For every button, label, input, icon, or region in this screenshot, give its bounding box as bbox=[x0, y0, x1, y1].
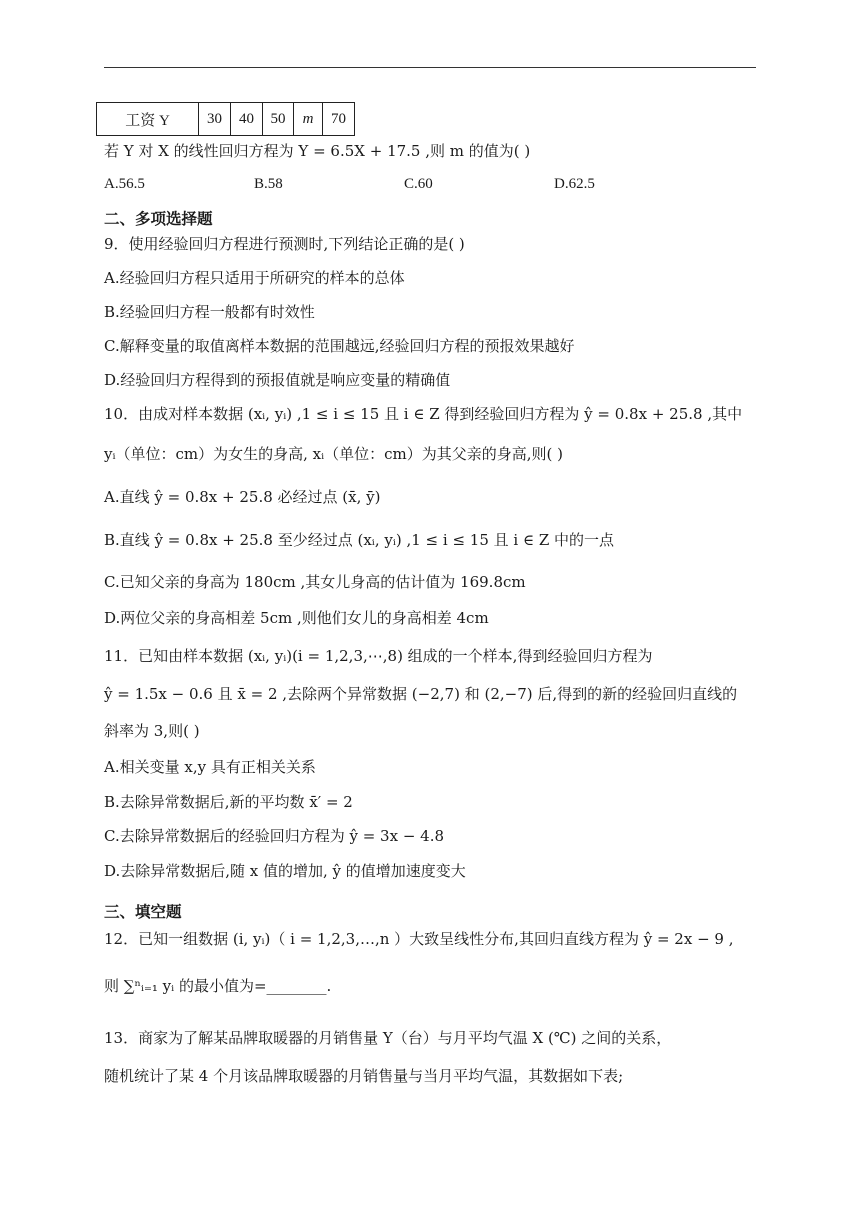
q12-stem-line1: 12．已知一组数据 (i, yᵢ)（ i = 1,2,3,…,n ）大致呈线性分布,其回归直线方程为 ŷ = 2x − 9 , bbox=[104, 930, 734, 948]
q8-option-a: A.56.5 bbox=[104, 176, 145, 192]
q11-stem-line3: 斜率为 3,则( ) bbox=[104, 722, 200, 740]
q9-stem: 9．使用经验回归方程进行预测时,下列结论正确的是( ) bbox=[104, 235, 465, 253]
q13-stem-line1: 13．商家为了解某品牌取暖器的月销售量 Y（台）与月平均气温 X (℃) 之间的关系， bbox=[104, 1029, 672, 1047]
q11-option-a: A.相关变量 x,y 具有正相关关系 bbox=[104, 758, 316, 776]
section-heading-multiple-choice: 二、多项选择题 bbox=[104, 210, 213, 228]
table-row bbox=[97, 103, 355, 136]
q10-option-a: A.直线 ŷ = 0.8x + 25.8 必经过点 (x̄, ȳ) bbox=[104, 488, 381, 506]
table-cell: 70 bbox=[323, 103, 355, 136]
q11-option-c: C.去除异常数据后的经验回归方程为 ŷ = 3x − 4.8 bbox=[104, 827, 445, 845]
q11-stem-line1: 11．已知由样本数据 (xᵢ, yᵢ)(i = 1,2,3,⋯,8) 组成的一个样本,得到经验回归方程为 bbox=[104, 647, 653, 665]
q13-stem-line2: 随机统计了某 4 个月该品牌取暖器的月销售量与当月平均气温，其数据如下表; bbox=[104, 1067, 624, 1085]
q12-stem-line2: 则 ∑ⁿᵢ₌₁ yᵢ 的最小值为=________. bbox=[104, 977, 332, 995]
q11-stem-line2: ŷ = 1.5x − 0.6 且 x̄ = 2 ,去除两个异常数据 (−2,7) 和 (2,−7) 后,得到的新的经验回归直线的 bbox=[104, 685, 738, 703]
table-cell: 40 bbox=[231, 103, 263, 136]
q10-option-d: D.两位父亲的身高相差 5cm ,则他们女儿的身高相差 4cm bbox=[104, 609, 489, 627]
table-header-cell: 工资 Y bbox=[97, 103, 199, 136]
q11-option-d: D.去除异常数据后,随 x 值的增加, ŷ 的值增加速度变大 bbox=[104, 862, 466, 880]
q8-stem: 若 Y 对 X 的线性回归方程为 Y = 6.5X + 17.5 ,则 m 的值为( ) bbox=[104, 142, 531, 160]
q10-stem-line2: yᵢ（单位：cm）为女生的身高, xᵢ（单位：cm）为其父亲的身高,则( ) bbox=[104, 445, 563, 463]
q9-option-b: B.经验回归方程一般都有时效性 bbox=[104, 303, 315, 321]
table-cell: 30 bbox=[199, 103, 231, 136]
q11-option-b: B.去除异常数据后,新的平均数 x̄′ = 2 bbox=[104, 793, 353, 811]
q8-option-d: D.62.5 bbox=[554, 176, 595, 192]
q10-option-c: C.已知父亲的身高为 180cm ,其女儿身高的估计值为 169.8cm bbox=[104, 573, 526, 591]
q8-option-b: B.58 bbox=[254, 176, 283, 192]
salary-table bbox=[96, 102, 355, 136]
header-rule bbox=[104, 67, 756, 68]
q10-stem-line1: 10．由成对样本数据 (xᵢ, yᵢ) ,1 ≤ i ≤ 15 且 i ∈ Z 得到经验回归方程为 ŷ = 0.8x + 25.8 ,其中 bbox=[104, 405, 743, 423]
q9-option-a: A.经验回归方程只适用于所研究的样本的总体 bbox=[104, 269, 405, 287]
q8-option-c: C.60 bbox=[404, 176, 433, 192]
table-cell: m bbox=[294, 103, 323, 136]
q9-option-d: D.经验回归方程得到的预报值就是响应变量的精确值 bbox=[104, 371, 451, 389]
section-heading-fill-in: 三、填空题 bbox=[104, 903, 182, 921]
table-cell: 50 bbox=[263, 103, 294, 136]
q10-option-b: B.直线 ŷ = 0.8x + 25.8 至少经过点 (xᵢ, yᵢ) ,1 ≤ i ≤ 15 且 i ∈ Z 中的一点 bbox=[104, 531, 615, 549]
q9-option-c: C.解释变量的取值离样本数据的范围越远,经验回归方程的预报效果越好 bbox=[104, 337, 575, 355]
